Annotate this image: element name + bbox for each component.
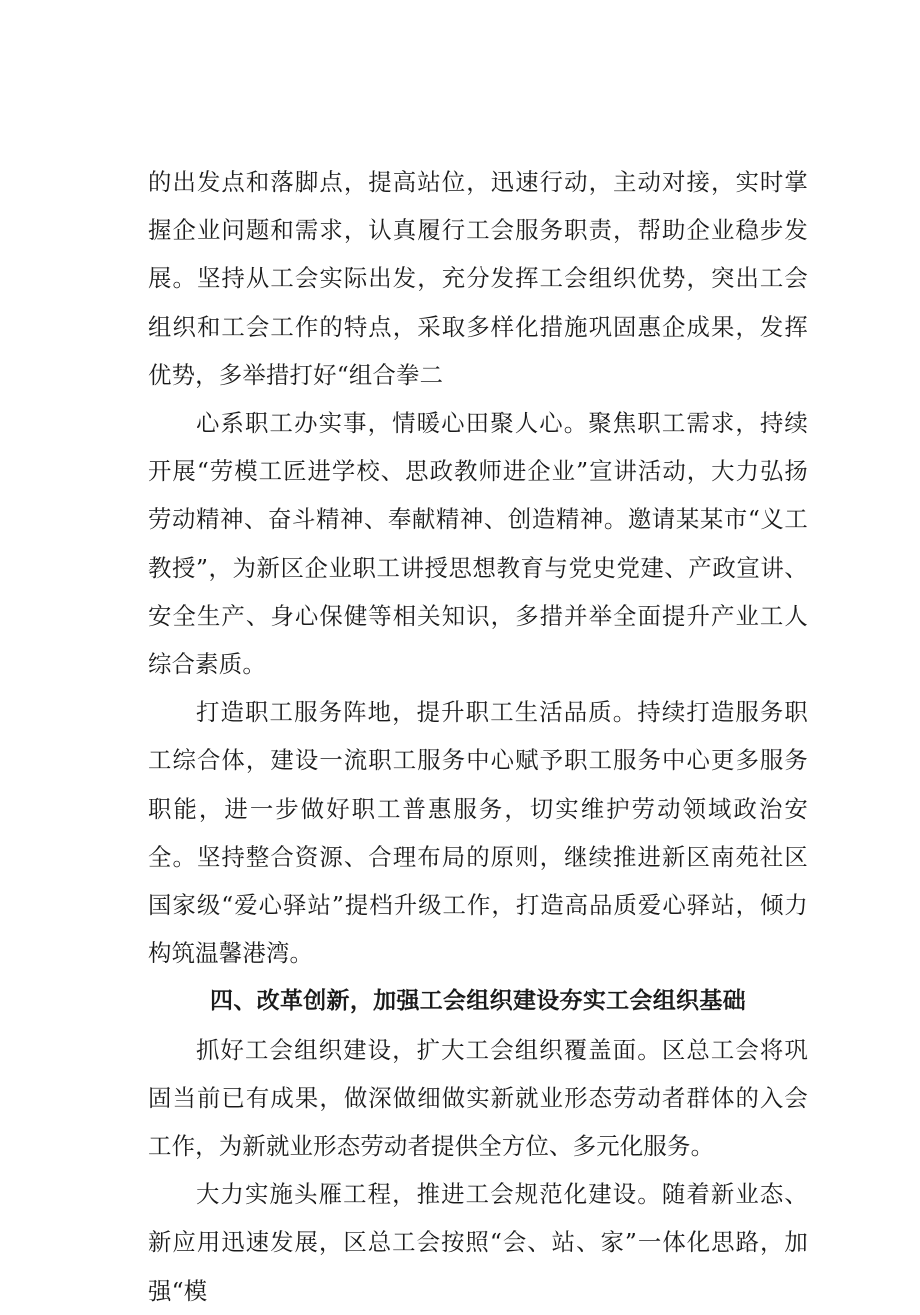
paragraph-care-for-workers: 心系职工办实事，情暖心田聚人心。聚焦职工需求，持续开展“劳模工匠进学校、思政教师进企业”宣讲活动，大力弘扬劳动精神、奋斗精神、奉献精神、创造精神。邀请某某市“义工教授”，为新区企业职工讲授思想教育与党史党建、产政宣讲、安全生产、身心保健等相关知识，多措并举全面提升产业工人综合素质。 (148, 409, 808, 679)
paragraph-organization-building: 抓好工会组织建设，扩大工会组织覆盖面。区总工会将巩固当前已有成果，做深做细做实新就业形态劳动者群体的入会工作，为新就业形态劳动者提供全方位、多元化服务。 (148, 1035, 808, 1161)
paragraph-lead-goose-project: 大力实施头雁工程，推进工会规范化建设。随着新业态、新应用迅速发展，区总工会按照“会、站、家”一体化思路，加强“模 (148, 1180, 808, 1305)
document-body (148, 158, 808, 1315)
paragraph-continuation: 的出发点和落脚点，提高站位，迅速行动，主动对接，实时掌握企业问题和需求，认真履行工会服务职责，帮助企业稳步发展。坚持从工会实际出发，充分发挥工会组织优势，突出工会组织和工会工作的特点，采取多样化措施巩固惠企成果，发挥优势，多举措打好“组合拳二 (148, 168, 808, 389)
paragraph-service-positions: 打造职工服务阵地，提升职工生活品质。持续打造服务职工综合体，建设一流职工服务中心赋予职工服务中心更多服务职能，进一步做好职工普惠服务，切实维护劳动领域政治安全。坚持整合资源、合理布局的原则，继续推进新区南苑社区国家级“爱心驿站”提档升级工作，打造高品质爱心驿站，倾力构筑温馨港湾。 (148, 698, 808, 968)
section-heading-four: 四、改革创新，加强工会组织建设夯实工会组织基础 (210, 988, 746, 1015)
